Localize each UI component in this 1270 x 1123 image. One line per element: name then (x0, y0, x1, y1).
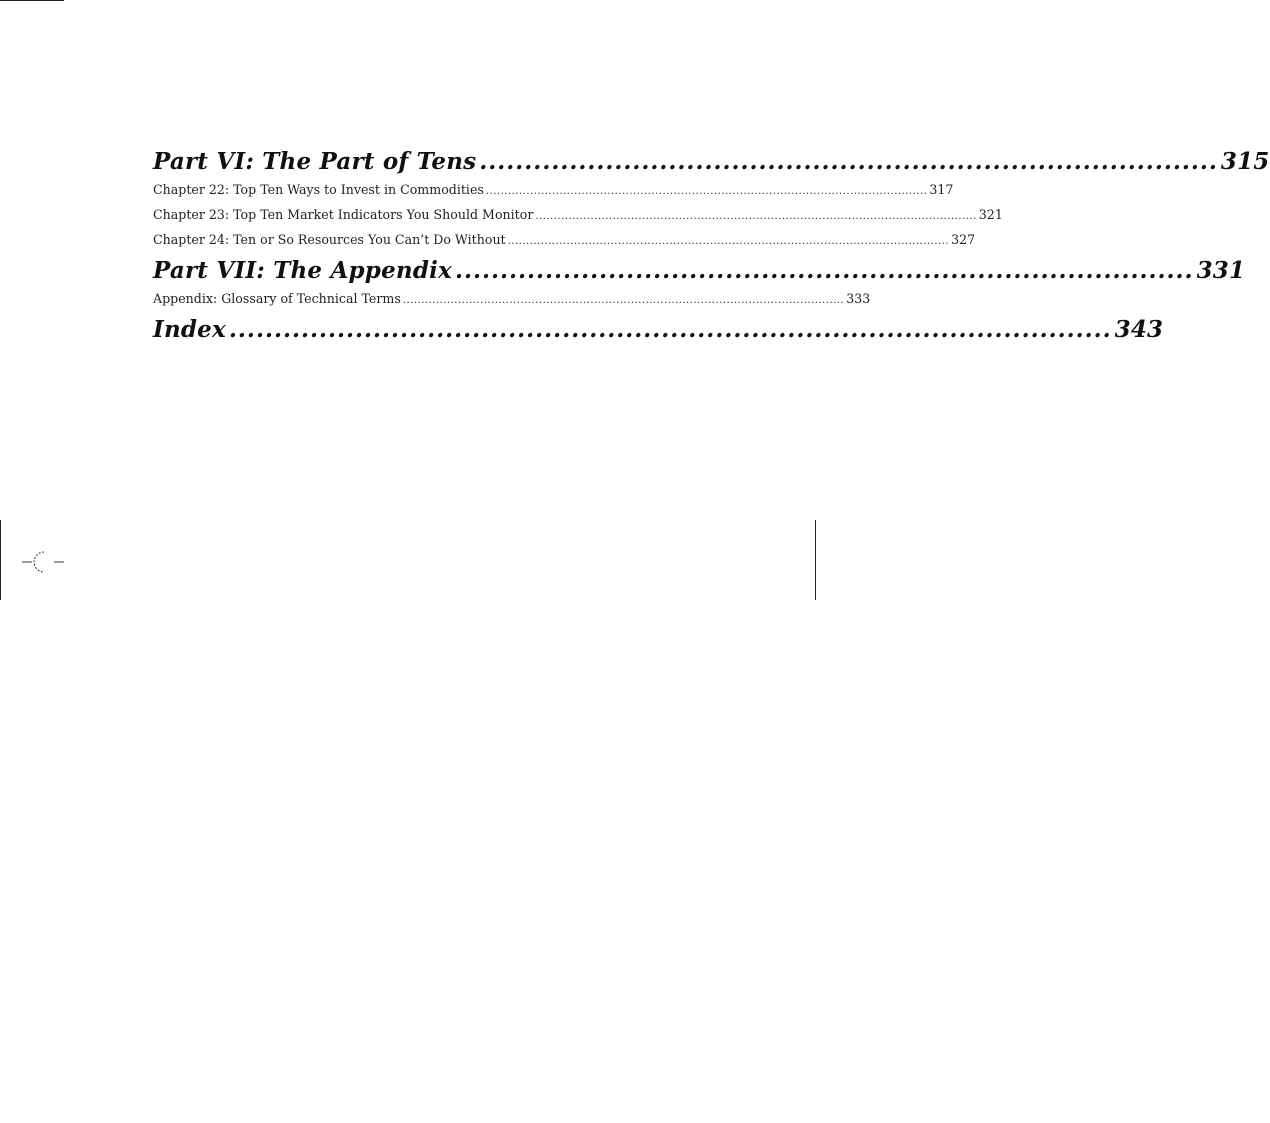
page-number: 327 (951, 232, 976, 247)
chapter-title: Chapter 24: Ten or So Resources You Can’t Do Without (153, 232, 506, 247)
page-number: 317 (929, 182, 954, 197)
toc-index-entry[interactable] (153, 314, 1164, 346)
part-title: Part VII: The Appendix (153, 257, 452, 284)
toc-part-entry[interactable] (153, 146, 1270, 178)
crop-mark-right (815, 520, 816, 600)
page-number: 343 (1114, 316, 1164, 343)
page-number: 333 (846, 291, 871, 306)
dot-leader: .................................................................................. (479, 148, 1218, 175)
toc-chapter-entry[interactable] (153, 228, 976, 253)
chapter-title: Appendix: Glossary of Technical Terms (153, 291, 401, 306)
dot-leader: ........................................................................................................................ (485, 186, 928, 197)
table-of-contents (153, 146, 1270, 346)
dot-leader: ........................................................................................................................ (402, 295, 845, 306)
dot-leader: ........................................................................................................................ (507, 236, 950, 247)
toc-part-entry[interactable] (153, 255, 1246, 287)
crop-mark-top (0, 0, 64, 1)
dot-leader: ........................................................................................................................ (535, 211, 977, 222)
registration-mark-icon (22, 550, 66, 576)
dot-leader: .................................................................................................. (228, 316, 1112, 343)
toc-chapter-entry[interactable] (153, 287, 871, 312)
page-number: 315 (1220, 148, 1270, 175)
part-title: Part VI: The Part of Tens (153, 148, 477, 175)
page-number: 331 (1196, 257, 1246, 284)
toc-chapter-entry[interactable] (153, 178, 954, 203)
index-title: Index (153, 316, 226, 343)
toc-chapter-entry[interactable] (153, 203, 1003, 228)
dot-leader: .................................................................................. (454, 257, 1194, 284)
chapter-title: Chapter 22: Top Ten Ways to Invest in Commodities (153, 182, 484, 197)
crop-mark-left (0, 520, 1, 600)
chapter-title: Chapter 23: Top Ten Market Indicators You Should Monitor (153, 207, 534, 222)
page-number: 321 (978, 207, 1003, 222)
